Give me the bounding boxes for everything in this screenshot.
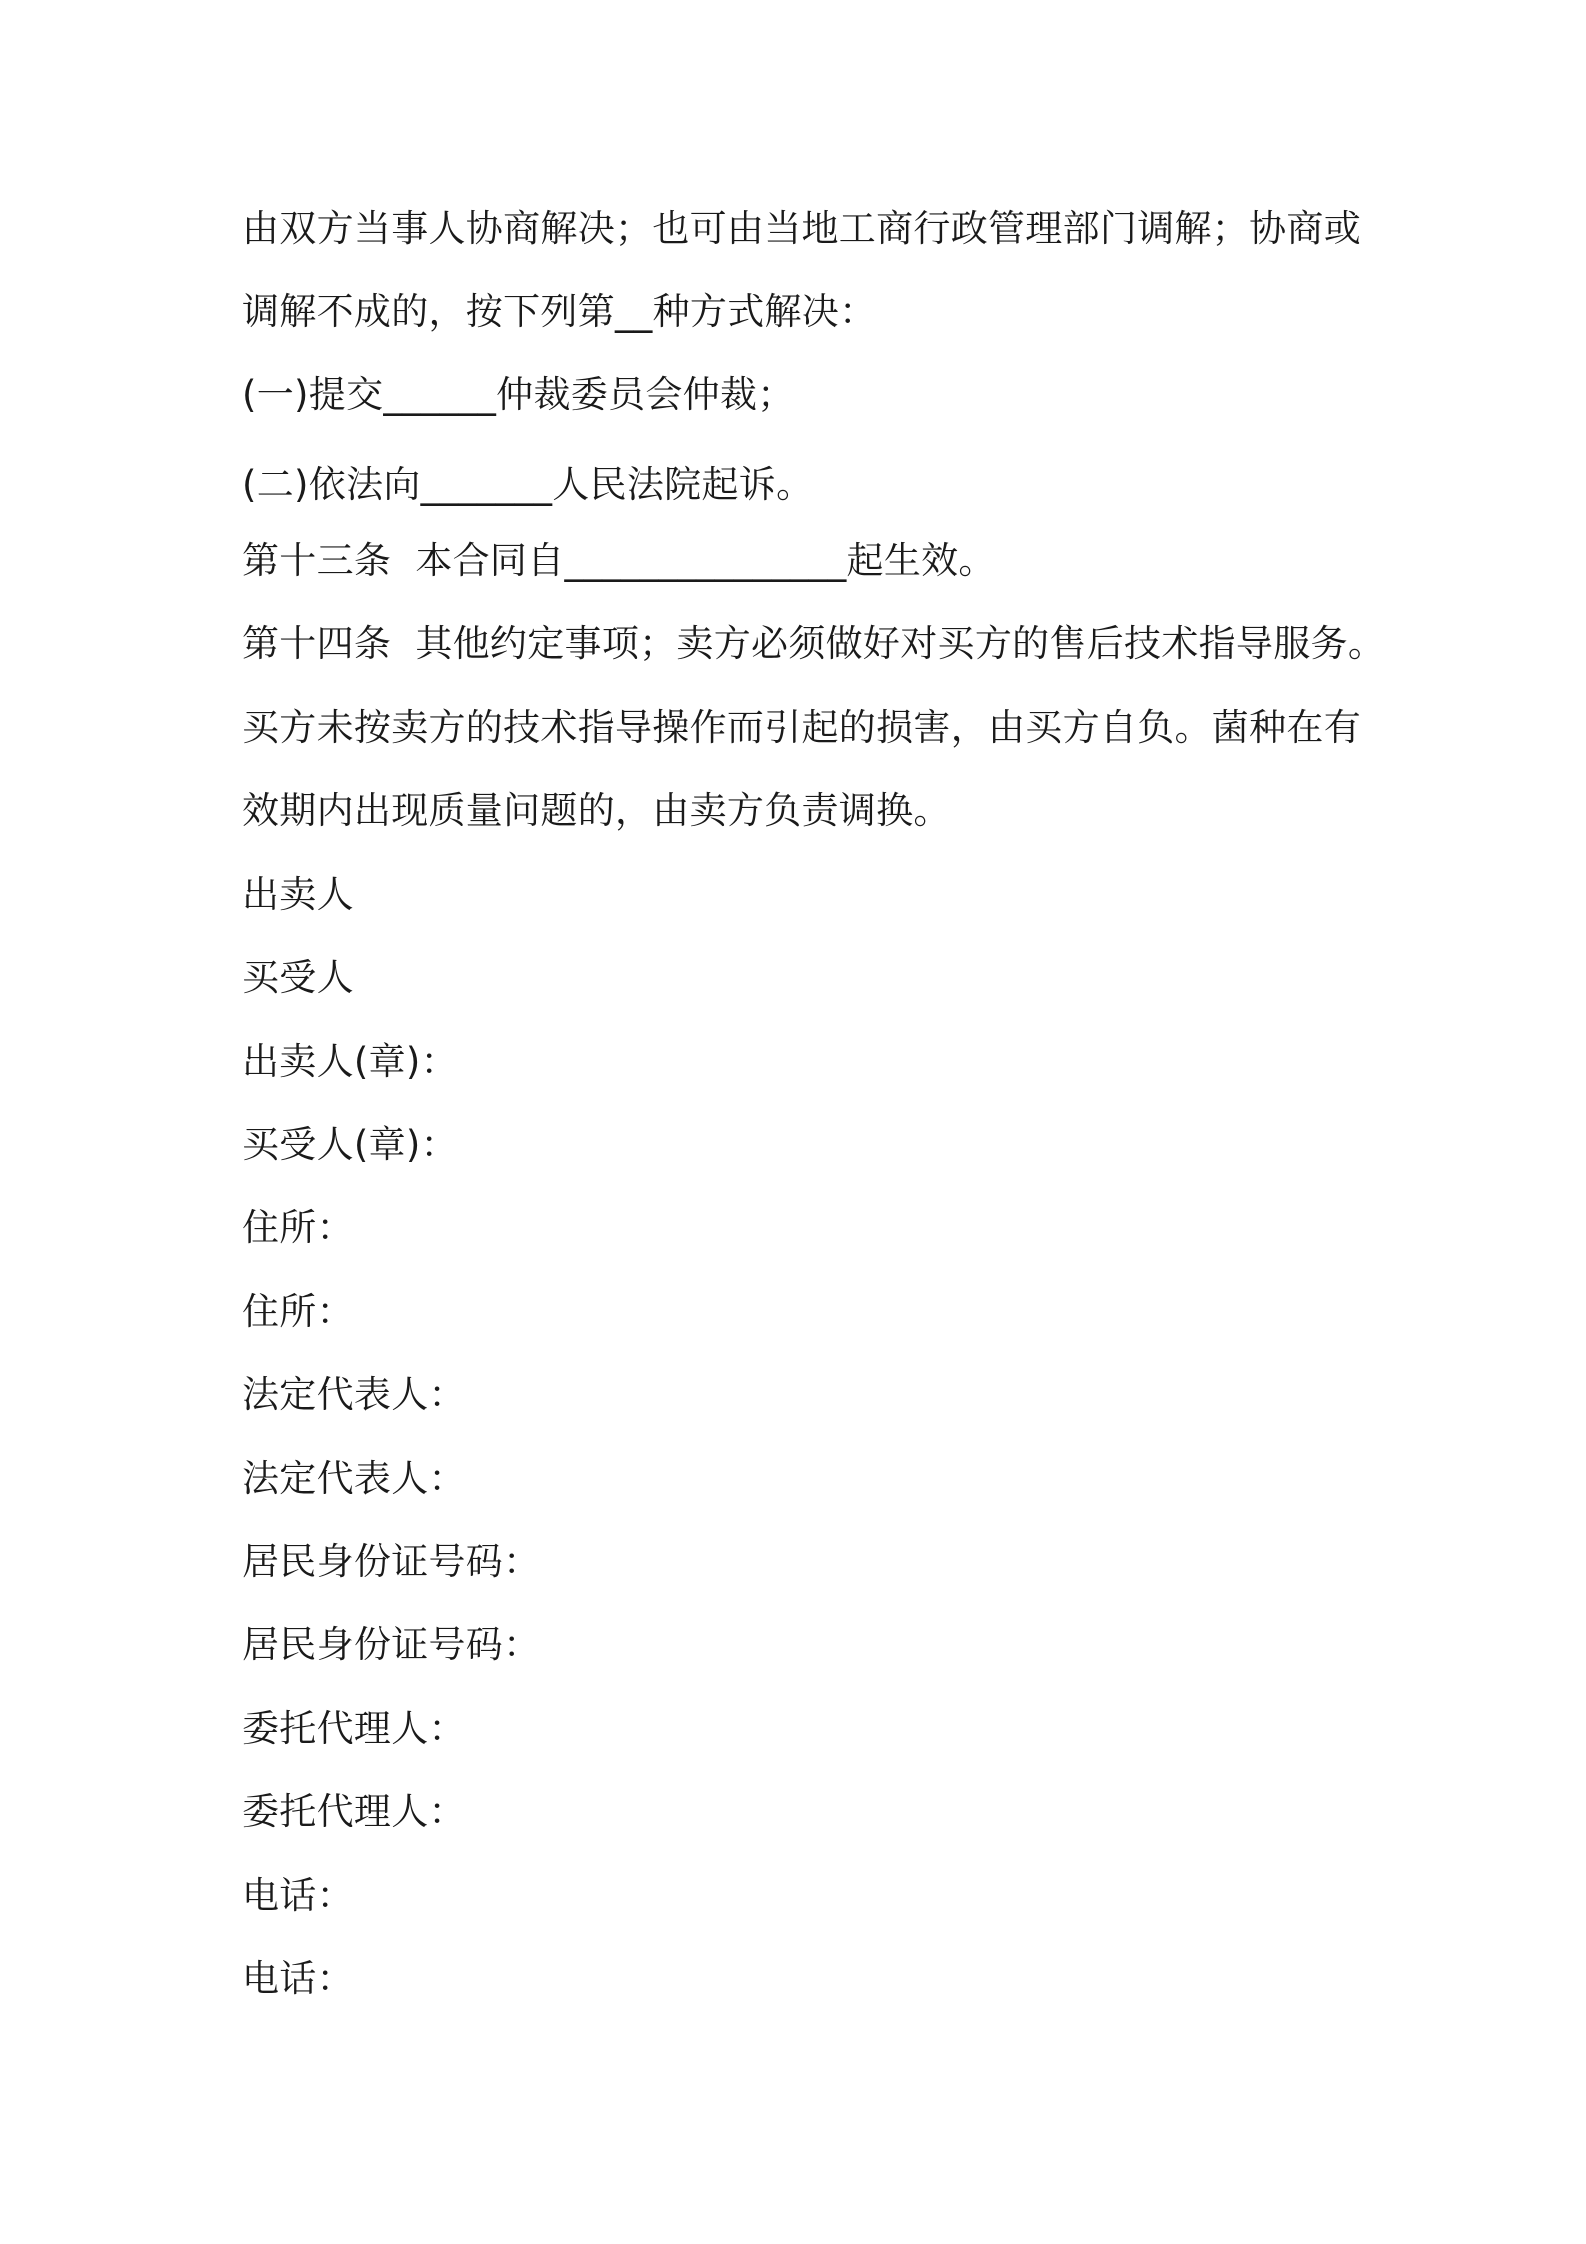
dispute-paragraph-line-2: 调解不成的，按下列第__种方式解决： — [242, 290, 877, 333]
article-14-line-2: 买方未按卖方的技术指导操作而引起的损害，由买方自负。菌种在有 — [242, 706, 1361, 749]
buyer-heading: 买受人 — [242, 956, 354, 999]
dispute-option-court: (二)依法向_______人民法院起诉。 — [242, 463, 814, 506]
seller-heading: 出卖人 — [242, 873, 354, 916]
buyer-agent-label: 委托代理人： — [242, 1790, 466, 1833]
seller-legal-rep-label: 法定代表人： — [242, 1373, 466, 1416]
seller-seal-label: 出卖人(章)： — [242, 1040, 458, 1083]
article-14-line-1: 第十四条 其他约定事项；卖方必须做好对买方的售后技术指导服务。 — [242, 622, 1386, 665]
buyer-phone-label: 电话： — [242, 1957, 354, 2000]
buyer-id-number-label: 居民身份证号码： — [242, 1623, 541, 1666]
article-13: 第十三条 本合同自_______________起生效。 — [242, 539, 996, 582]
buyer-address-label: 住所： — [242, 1290, 354, 1333]
buyer-seal-label: 买受人(章)： — [242, 1123, 458, 1166]
dispute-paragraph-line-1: 由双方当事人协商解决；也可由当地工商行政管理部门调解；协商或 — [242, 207, 1361, 250]
buyer-legal-rep-label: 法定代表人： — [242, 1457, 466, 1500]
seller-id-number-label: 居民身份证号码： — [242, 1540, 541, 1583]
seller-phone-label: 电话： — [242, 1874, 354, 1917]
seller-address-label: 住所： — [242, 1206, 354, 1249]
dispute-option-arbitration: (一)提交______仲裁委员会仲裁； — [242, 373, 795, 416]
seller-agent-label: 委托代理人： — [242, 1707, 466, 1750]
article-14-line-3: 效期内出现质量问题的，由卖方负责调换。 — [242, 789, 951, 832]
